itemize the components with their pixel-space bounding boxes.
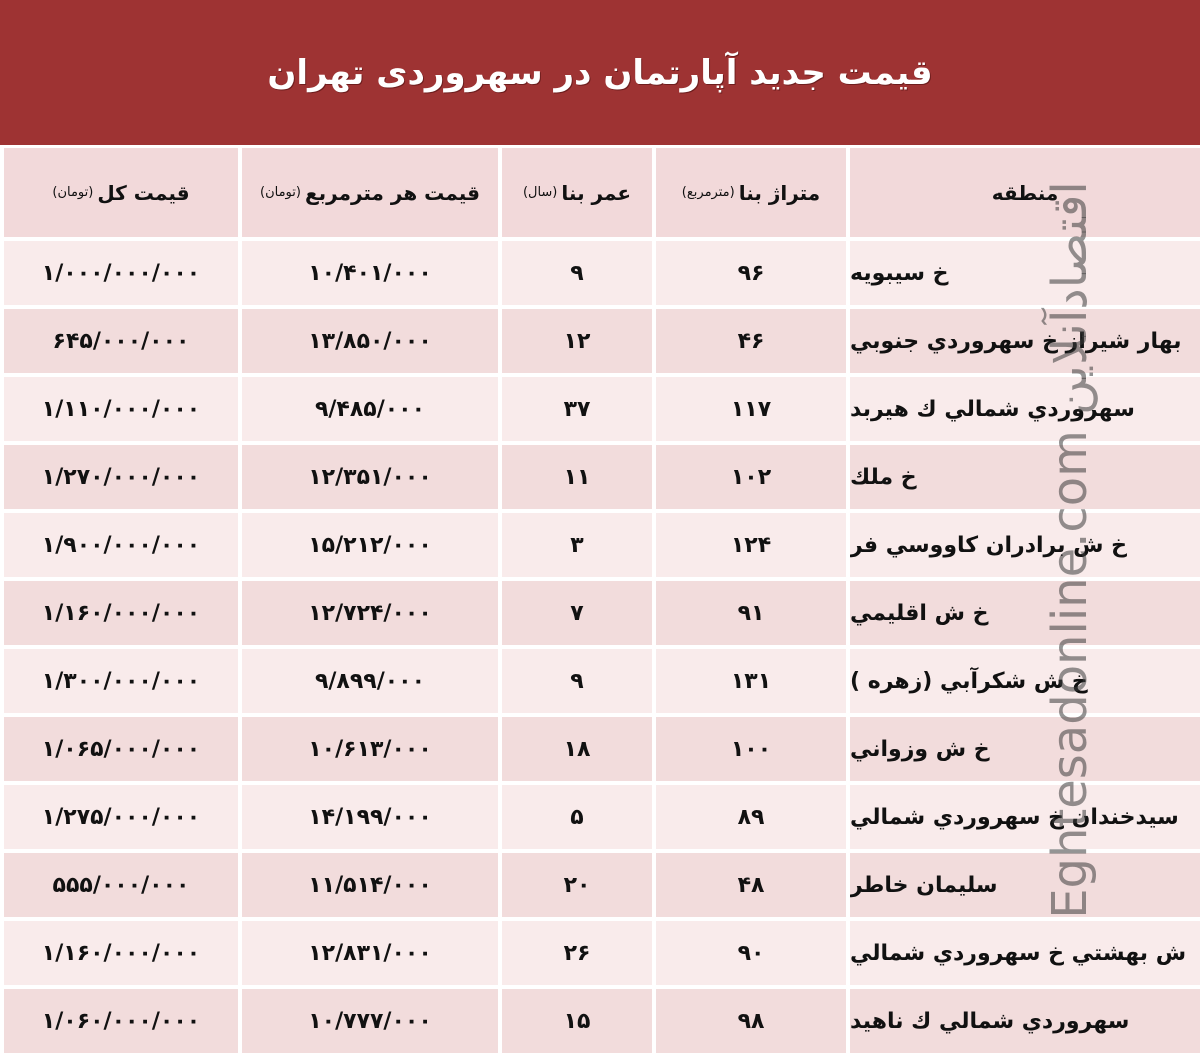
cell-price-per-meter: ۱۲/۳۵۱/۰۰۰ — [242, 445, 498, 509]
cell-region: خ سيبويه — [850, 241, 1200, 305]
table-row — [0, 513, 1200, 577]
cell-age: ۹ — [502, 649, 652, 713]
cell-region: ش بهشتي خ سهروردي شمالي — [850, 921, 1200, 985]
cell-area: ۹۰ — [656, 921, 846, 985]
cell-total-price: ۱/۲۷۵/۰۰۰/۰۰۰ — [4, 785, 238, 849]
cell-total-price: ۶۴۵/۰۰۰/۰۰۰ — [4, 309, 238, 373]
cell-age: ۱۸ — [502, 717, 652, 781]
cell-area: ۹۱ — [656, 581, 846, 645]
cell-price-per-meter: ۱۲/۸۳۱/۰۰۰ — [242, 921, 498, 985]
cell-age: ۳ — [502, 513, 652, 577]
cell-area: ۹۶ — [656, 241, 846, 305]
cell-area: ۸۹ — [656, 785, 846, 849]
cell-price-per-meter: ۱۰/۶۱۳/۰۰۰ — [242, 717, 498, 781]
cell-age: ۷ — [502, 581, 652, 645]
cell-region: بهار شيراز خ سهروردي جنوبي — [850, 309, 1200, 373]
cell-area: ۱۱۷ — [656, 377, 846, 441]
cell-price-per-meter: ۱۰/۷۷۷/۰۰۰ — [242, 989, 498, 1053]
header-total-price-unit: (تومان) — [52, 185, 94, 200]
cell-region: سليمان خاطر — [850, 853, 1200, 917]
page-title: قیمت جدید آپارتمان در سهروردی تهران — [267, 52, 933, 93]
cell-region: خ ش اقليمي — [850, 581, 1200, 645]
cell-price-per-meter: ۱۱/۵۱۴/۰۰۰ — [242, 853, 498, 917]
header-area — [656, 148, 846, 237]
table-row — [0, 717, 1200, 781]
header-price-per-meter — [242, 148, 498, 237]
cell-total-price: ۱/۱۶۰/۰۰۰/۰۰۰ — [4, 921, 238, 985]
header-area-unit: (مترمربع) — [681, 185, 735, 200]
cell-area: ۱۳۱ — [656, 649, 846, 713]
cell-total-price: ۱/۱۱۰/۰۰۰/۰۰۰ — [4, 377, 238, 441]
cell-area: ۹۸ — [656, 989, 846, 1053]
header-age-unit: (سال) — [522, 185, 558, 200]
cell-age: ۲۶ — [502, 921, 652, 985]
cell-total-price: ۱/۲۷۰/۰۰۰/۰۰۰ — [4, 445, 238, 509]
cell-region: خ ش وزواني — [850, 717, 1200, 781]
cell-area: ۱۰۰ — [656, 717, 846, 781]
header-age-label: عمر بنا — [561, 180, 632, 205]
header-total-price-label: قیمت کل — [97, 180, 190, 205]
cell-area: ۴۶ — [656, 309, 846, 373]
cell-region: سهروردي شمالي ك هيربد — [850, 377, 1200, 441]
table-row — [0, 989, 1200, 1053]
cell-area: ۱۰۲ — [656, 445, 846, 509]
cell-price-per-meter: ۱۵/۲۱۲/۰۰۰ — [242, 513, 498, 577]
cell-age: ۵ — [502, 785, 652, 849]
cell-area: ۱۲۴ — [656, 513, 846, 577]
cell-total-price: ۱/۰۰۰/۰۰۰/۰۰۰ — [4, 241, 238, 305]
title-banner — [0, 0, 1200, 145]
cell-price-per-meter: ۱۴/۱۹۹/۰۰۰ — [242, 785, 498, 849]
cell-region: خ ش برادران كاووسي فر — [850, 513, 1200, 577]
table-row — [0, 377, 1200, 441]
watermark-text: Eghtesadonline.com اقتصادآنلاین — [1042, 181, 1098, 919]
table-row — [0, 581, 1200, 645]
cell-age: ۲۰ — [502, 853, 652, 917]
cell-age: ۱۱ — [502, 445, 652, 509]
cell-area: ۴۸ — [656, 853, 846, 917]
cell-total-price: ۱/۰۶۵/۰۰۰/۰۰۰ — [4, 717, 238, 781]
header-area-label: متراژ بنا — [738, 180, 821, 205]
cell-region: سيدخندان خ سهروردي شمالي — [850, 785, 1200, 849]
cell-age: ۱۲ — [502, 309, 652, 373]
cell-price-per-meter: ۹/۴۸۵/۰۰۰ — [242, 377, 498, 441]
table-row — [0, 853, 1200, 917]
cell-total-price: ۱/۰۶۰/۰۰۰/۰۰۰ — [4, 989, 238, 1053]
cell-region: خ ش شكرآبي (زهره ) — [850, 649, 1200, 713]
header-age — [502, 148, 652, 237]
cell-price-per-meter: ۱۲/۷۲۴/۰۰۰ — [242, 581, 498, 645]
header-region — [850, 148, 1200, 237]
table-row — [0, 649, 1200, 713]
cell-price-per-meter: ۱۳/۸۵۰/۰۰۰ — [242, 309, 498, 373]
cell-age: ۹ — [502, 241, 652, 305]
table-row — [0, 309, 1200, 373]
price-table — [0, 148, 1200, 1053]
cell-total-price: ۵۵۵/۰۰۰/۰۰۰ — [4, 853, 238, 917]
table-header-row — [0, 148, 1200, 237]
header-price-per-meter-label: قیمت هر مترمربع — [304, 180, 481, 205]
cell-price-per-meter: ۱۰/۴۰۱/۰۰۰ — [242, 241, 498, 305]
cell-age: ۳۷ — [502, 377, 652, 441]
header-region-label: منطقه — [991, 180, 1059, 205]
header-total-price — [4, 148, 238, 237]
cell-price-per-meter: ۹/۸۹۹/۰۰۰ — [242, 649, 498, 713]
cell-age: ۱۵ — [502, 989, 652, 1053]
cell-region: سهروردي شمالي ك ناهيد — [850, 989, 1200, 1053]
cell-total-price: ۱/۹۰۰/۰۰۰/۰۰۰ — [4, 513, 238, 577]
cell-total-price: ۱/۳۰۰/۰۰۰/۰۰۰ — [4, 649, 238, 713]
table-row — [0, 785, 1200, 849]
header-price-per-meter-unit: (تومان) — [260, 185, 301, 200]
table-row — [0, 921, 1200, 985]
table-row — [0, 241, 1200, 305]
table-row — [0, 445, 1200, 509]
cell-total-price: ۱/۱۶۰/۰۰۰/۰۰۰ — [4, 581, 238, 645]
cell-region: خ ملك — [850, 445, 1200, 509]
